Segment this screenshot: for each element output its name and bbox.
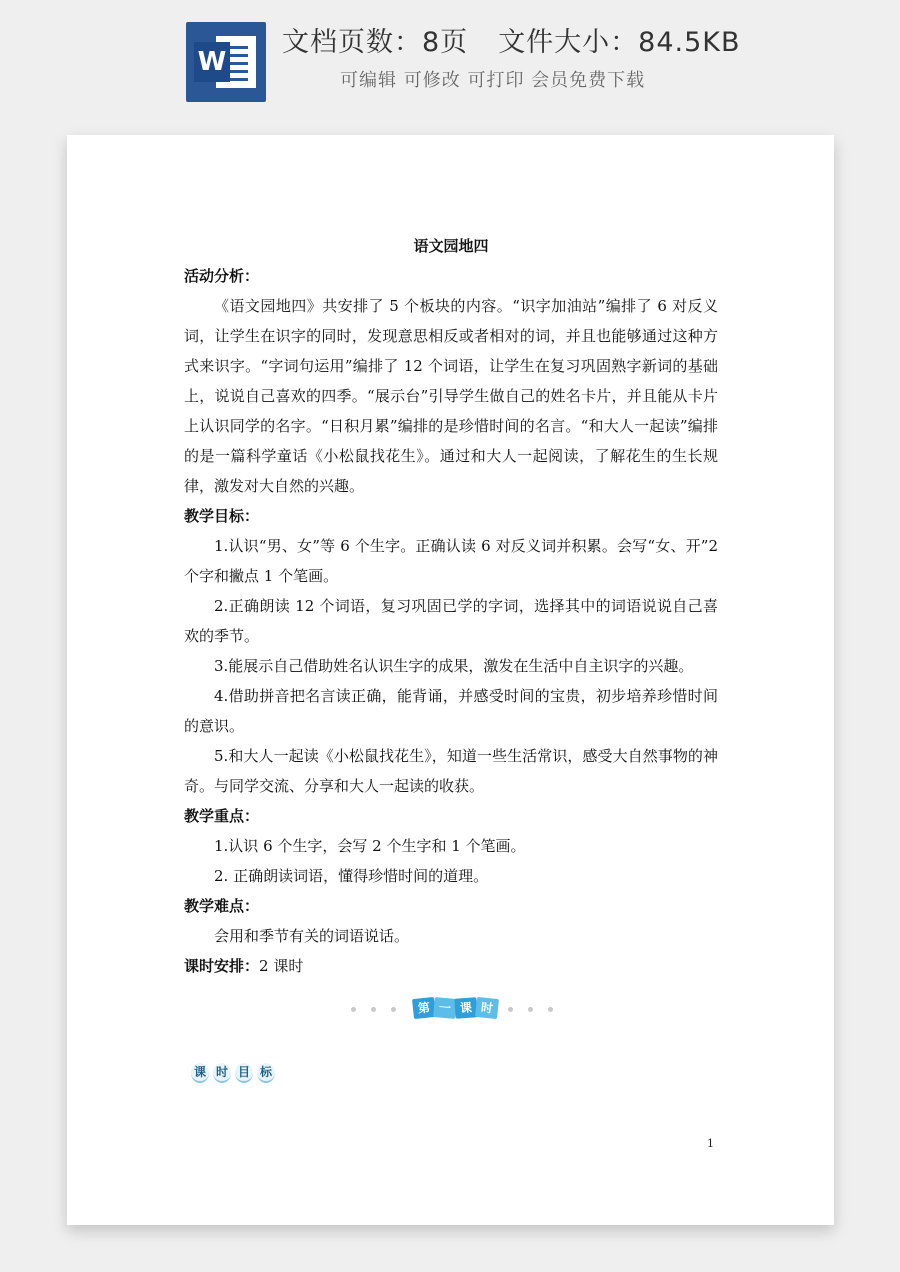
- lesson-tile: 课: [454, 997, 477, 1018]
- file-info-title: [282, 20, 741, 59]
- paragraph: 《语文园地四》共安排了 5 个板块的内容。“识字加油站”编排了 6 对反义词，让学生在识字的同时，发现意思相反或者相对的词，并且也能够通过这种方式来识字。“字词句运用”编排了 12 个词语，让学生在复习巩固熟字新词的基础上，说说自己喜欢的四季。“展示台”引导学生做自己的姓名卡片，并且能从卡片上认识同学的名字。“日积月累”编排的是珍惜时间的名言。“和大人一起读”编排的是一篇科学童话《小松鼠找花生》。通过和大人一起阅读，了解花生的生长规律，激发对大自然的兴趣。: [184, 297, 718, 495]
- divider-dot: [391, 1007, 396, 1012]
- goal-item: 2.正确朗读 12 个词语，复习巩固已学的字词，选择其中的词语说说自己喜欢的季节。: [184, 597, 718, 645]
- goal-item: 1.认识“男、女”等 6 个生字。正确认读 6 对反义词并积累。会写“女、开”2 个字和撇点 1 个笔画。: [184, 537, 718, 585]
- lesson-goals-label: [191, 1061, 279, 1083]
- schedule-line: [184, 951, 718, 981]
- schedule-value: 2 课时: [259, 957, 304, 975]
- lesson-tile: 一: [433, 997, 457, 1019]
- document-title: 语文园地四: [413, 237, 489, 255]
- word-icon-letter: W: [194, 42, 230, 82]
- lesson-one-divider: [351, 996, 561, 1022]
- document-content: [184, 231, 718, 981]
- goal-tile: 时: [213, 1063, 231, 1083]
- document-page: [67, 135, 834, 1225]
- word-document-icon: [186, 22, 266, 102]
- difficulty-item: 会用和季节有关的词语说话。: [214, 927, 410, 945]
- section-heading-difficulties: 教学难点：: [184, 897, 260, 915]
- divider-dot: [548, 1007, 553, 1012]
- divider-dot: [371, 1007, 376, 1012]
- goal-tile: 目: [235, 1063, 253, 1083]
- divider-dot: [528, 1007, 533, 1012]
- download-banner: [0, 0, 900, 120]
- section-heading-key-points: 教学重点：: [184, 807, 260, 825]
- divider-dot: [508, 1007, 513, 1012]
- lesson-tile: 时: [475, 997, 499, 1019]
- divider-dot: [351, 1007, 356, 1012]
- key-point-item: 2. 正确朗读词语，懂得珍惜时间的道理。: [214, 867, 489, 885]
- goal-item: 4.借助拼音把名言读正确，能背诵，并感受时间的宝贵，初步培养珍惜时间的意识。: [184, 687, 718, 735]
- file-features: 可编辑 可修改 可打印 会员免费下载: [340, 70, 646, 91]
- schedule-label: 课时安排：: [184, 957, 260, 975]
- section-heading-analysis: 活动分析：: [184, 267, 260, 285]
- key-point-item: 1.认识 6 个生字，会写 2 个生字和 1 个笔画。: [214, 837, 526, 855]
- file-size: 文件大小：84.5KB: [498, 27, 741, 58]
- goal-tile: 课: [191, 1063, 209, 1083]
- page-count: 文档页数：8页: [282, 27, 469, 58]
- page-number: 1: [707, 1137, 714, 1150]
- section-heading-goals: 教学目标：: [184, 507, 260, 525]
- goal-item: 5.和大人一起读《小松鼠找花生》，知道一些生活常识，感受大自然事物的神奇。与同学交流、分享和大人一起读的收获。: [184, 747, 718, 795]
- goal-tile: 标: [257, 1063, 275, 1083]
- lesson-tile: 第: [412, 997, 436, 1019]
- goal-item: 3.能展示自己借助姓名认识生字的成果，激发在生活中自主识字的兴趣。: [214, 657, 694, 675]
